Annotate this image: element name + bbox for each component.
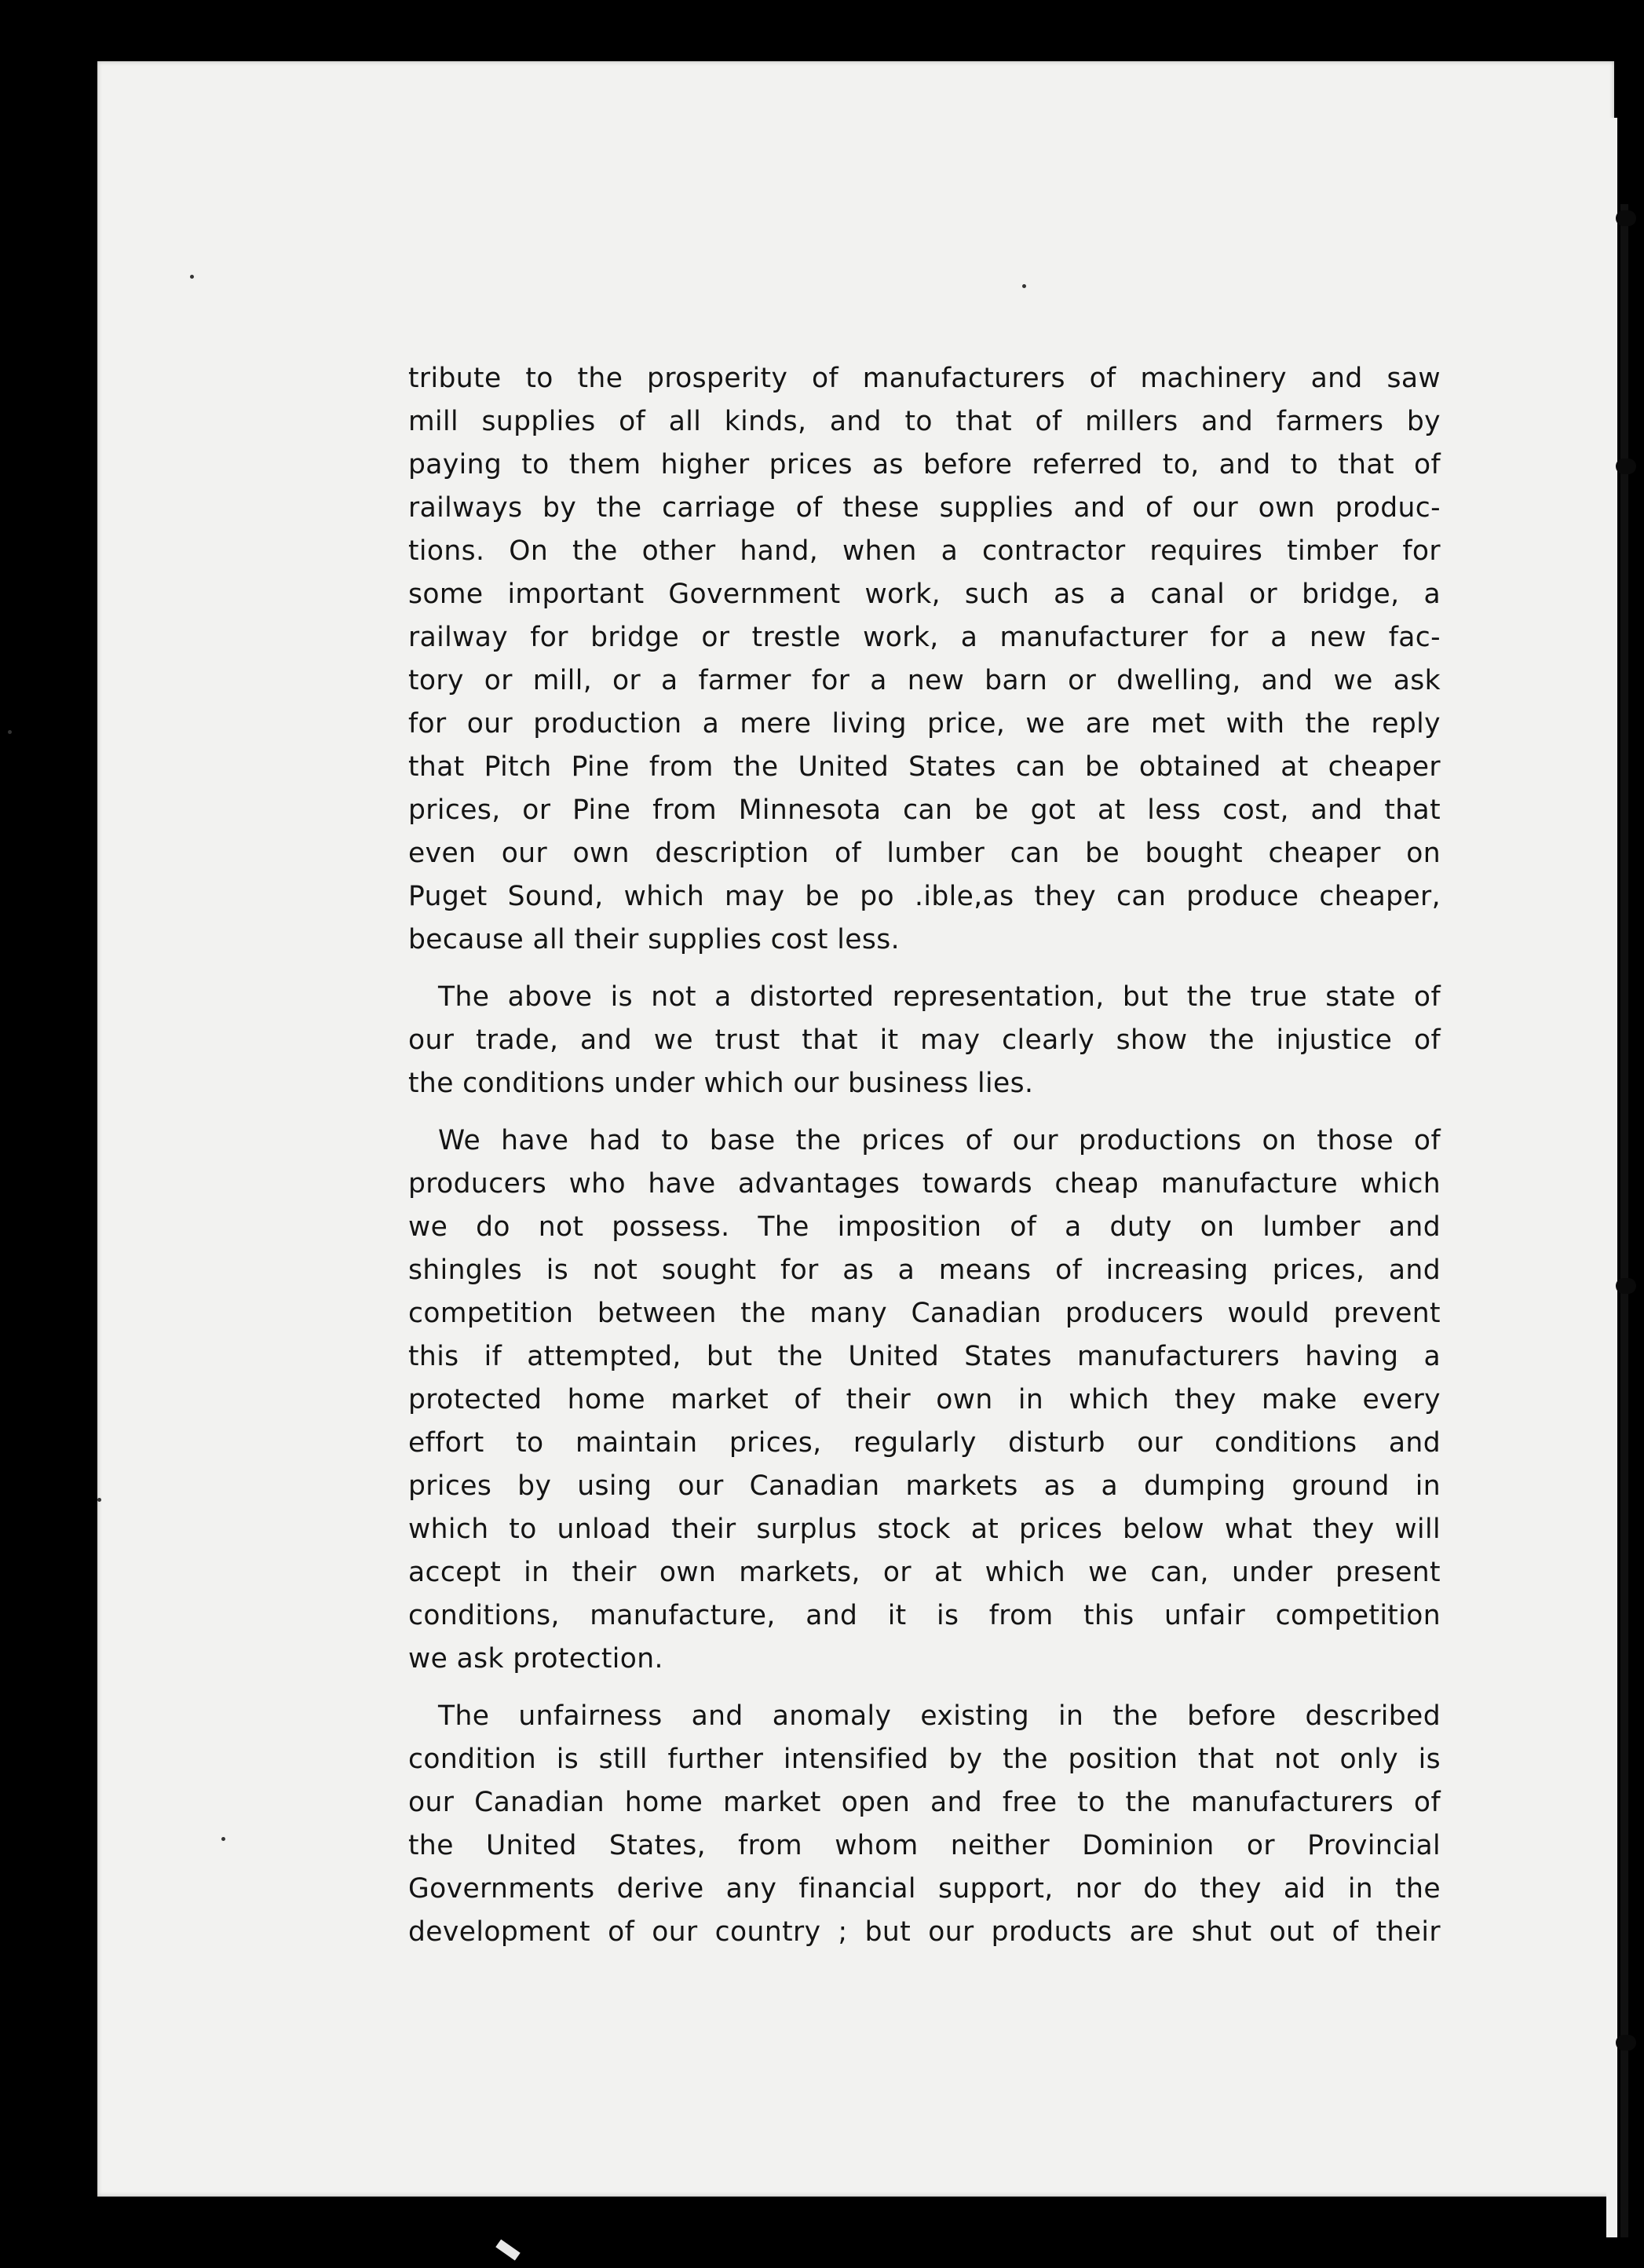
text-line: development of our country ; but our products are shut out of their [408, 1916, 1441, 1948]
text-line: prices by using our Canadian markets as a dumping ground in [408, 1470, 1441, 1502]
text-line: for our production a mere living price, we are met with the reply [408, 708, 1441, 740]
text-line: even our own description of lumber can be bought cheaper on [408, 838, 1441, 869]
text-line: mill supplies of all kinds, and to that of millers and farmers by [408, 406, 1441, 437]
text-line: because all their supplies cost less. [408, 924, 900, 955]
text-line: accept in their own markets, or at which we can, under present [408, 1557, 1441, 1588]
text-line: condition is still further intensified by the position that not only is [408, 1744, 1441, 1775]
dust-speck [190, 275, 194, 279]
text-line: conditions, manufacture, and it is from this unfair competition [408, 1600, 1441, 1631]
text-line: paying to them higher prices as before referred to, and to that of [408, 449, 1441, 480]
text-line: we ask protection. [408, 1643, 663, 1675]
binding-edge [1620, 204, 1628, 2237]
text-line: Governments derive any financial support, nor do they aid in the [408, 1873, 1441, 1905]
text-line: We have had to base the prices of our productions on those of [438, 1125, 1441, 1156]
paragraph-3 [408, 1119, 1441, 1681]
text-line: this if attempted, but the United States manufacturers having a [408, 1341, 1441, 1372]
text-line: producers who have advantages towards cheap manufacture which [408, 1168, 1441, 1200]
paragraph-1 [408, 357, 1441, 962]
binding-clip [1616, 210, 1636, 226]
text-line: Puget Sound, which may be po .ible,as they can produce cheaper, [408, 881, 1441, 912]
text-line: tory or mill, or a farmer for a new barn or dwelling, and we ask [408, 665, 1441, 696]
text-line: The unfairness and anomaly existing in the before described [438, 1700, 1441, 1732]
document-text [408, 357, 1441, 1954]
paragraph-4 [408, 1695, 1441, 1954]
text-line: the conditions under which our business lies. [408, 1068, 1034, 1099]
text-line: prices, or Pine from Minnesota can be got at less cost, and that [408, 794, 1441, 826]
scan-scratch [495, 2239, 520, 2260]
text-line: we do not possess. The imposition of a duty on lumber and [408, 1211, 1441, 1243]
text-line: protected home market of their own in which they make every [408, 1384, 1441, 1415]
text-line: tions. On the other hand, when a contractor requires timber for [408, 535, 1441, 567]
dust-speck [97, 1498, 101, 1502]
page-edge [1606, 118, 1617, 2237]
binding-clip [1616, 2035, 1636, 2051]
text-line: The above is not a distorted representation, but the true state of [438, 981, 1441, 1013]
dust-speck [221, 1837, 225, 1841]
text-line: our Canadian home market open and free to the manufacturers of [408, 1787, 1441, 1818]
binding-clip [1616, 458, 1636, 474]
text-line: our trade, and we trust that it may clearly show the injustice of [408, 1024, 1441, 1056]
text-line: which to unload their surplus stock at prices below what they will [408, 1514, 1441, 1545]
text-line: that Pitch Pine from the United States can be obtained at cheaper [408, 751, 1441, 783]
text-line: tribute to the prosperity of manufacturers of machinery and saw [408, 363, 1441, 394]
dust-speck [1022, 284, 1026, 288]
dust-speck [8, 730, 12, 734]
binding-clip [1616, 1278, 1636, 1294]
text-line: the United States, from whom neither Dominion or Provincial [408, 1830, 1441, 1861]
text-line: railways by the carriage of these supplies and of our own produc- [408, 492, 1441, 524]
text-line: competition between the many Canadian producers would prevent [408, 1298, 1441, 1329]
text-line: shingles is not sought for as a means of increasing prices, and [408, 1255, 1441, 1286]
text-line: some important Government work, such as a canal or bridge, a [408, 579, 1441, 610]
paragraph-2 [408, 976, 1441, 1105]
text-line: railway for bridge or trestle work, a manufacturer for a new fac- [408, 622, 1441, 653]
text-line: effort to maintain prices, regularly disturb our conditions and [408, 1427, 1441, 1459]
